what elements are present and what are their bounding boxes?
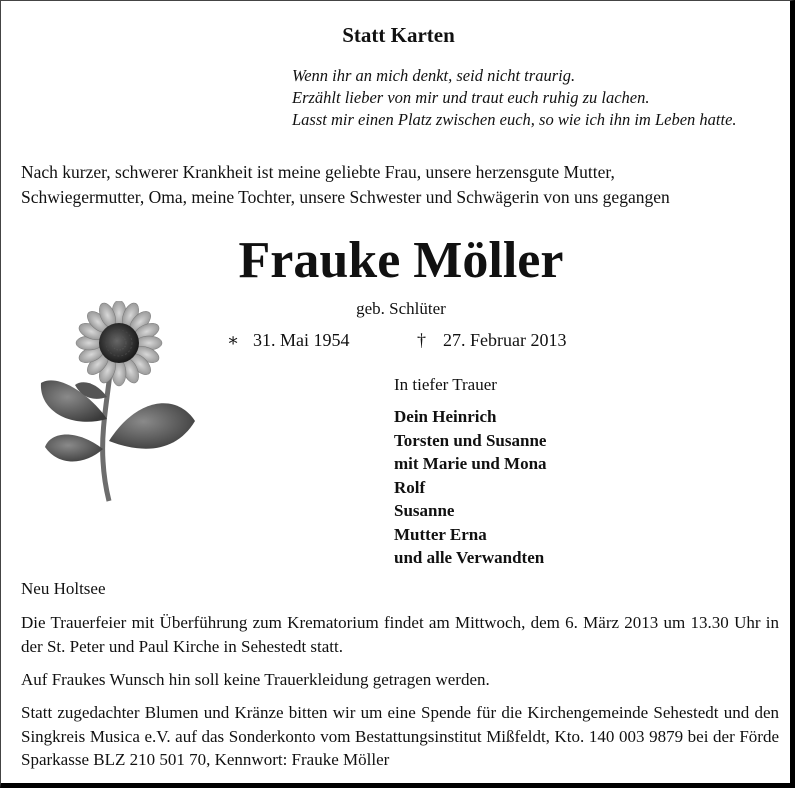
poem-line: Wenn ihr an mich denkt, seid nicht traurig.: [292, 66, 576, 85]
mourner-name: Susanne: [394, 501, 455, 520]
death-date-line: [417, 330, 566, 351]
poem: [292, 65, 737, 131]
mourners-list: [394, 405, 547, 570]
mourner-name: und alle Verwandten: [394, 548, 545, 567]
cross-icon: †: [417, 330, 426, 350]
sunflower-icon: [37, 301, 197, 506]
mourner-name: mit Marie und Mona: [394, 454, 547, 473]
mourner-name: Torsten und Susanne: [394, 430, 547, 450]
dress-code-paragraph: Auf Fraukes Wunsch hin soll keine Trauerkleidung getragen werden.: [21, 670, 490, 689]
birth-date-line: [227, 330, 350, 351]
mourner-name: Dein Heinrich: [394, 407, 497, 426]
death-date: 27. Februar 2013: [443, 330, 567, 350]
donation-paragraph: Statt zugedachter Blumen und Kränze bitten wir um eine Spende für die Kirchengemeinde Sehestedt und den Singkreis Musica e.V. auf das Sonderkonto vom Bestattungsinstitut Mißfeldt, Kto. 140 003 9879 bei der Förde Sparkasse BLZ 210 501 70, Kennwort: Frauke Möller: [21, 703, 779, 769]
maiden-name: geb. Schlüter: [356, 299, 446, 318]
mourner-name: Mutter Erna: [394, 524, 487, 544]
intro-text: [21, 160, 670, 210]
place-name: Neu Holtsee: [21, 579, 106, 598]
funeral-service-paragraph: Die Trauerfeier mit Überführung zum Krematorium findet am Mittwoch, dem 6. März 2013 um 13.30 Uhr in der St. Peter und Paul Kirche in Sehestedt statt.: [21, 613, 779, 656]
heading-statt-karten: Statt Karten: [342, 23, 455, 47]
poem-line: Erzählt lieber von mir und traut euch ruhig zu lachen.: [292, 88, 650, 107]
deceased-name: Frauke Möller: [238, 232, 564, 289]
mourner-name: Rolf: [394, 477, 426, 497]
birth-date: 31. Mai 1954: [253, 330, 350, 350]
poem-line: Lasst mir einen Platz zwischen euch, so wie ich ihn im Leben hatte.: [292, 110, 737, 129]
mourning-label: In tiefer Trauer: [394, 375, 497, 394]
intro-line: Schwiegermutter, Oma, meine Tochter, unsere Schwester und Schwägerin von uns gegangen: [21, 187, 670, 207]
birth-star-icon: ∗: [227, 330, 240, 350]
intro-line: Nach kurzer, schwerer Krankheit ist meine geliebte Frau, unsere herzensgute Mutter,: [21, 162, 615, 182]
